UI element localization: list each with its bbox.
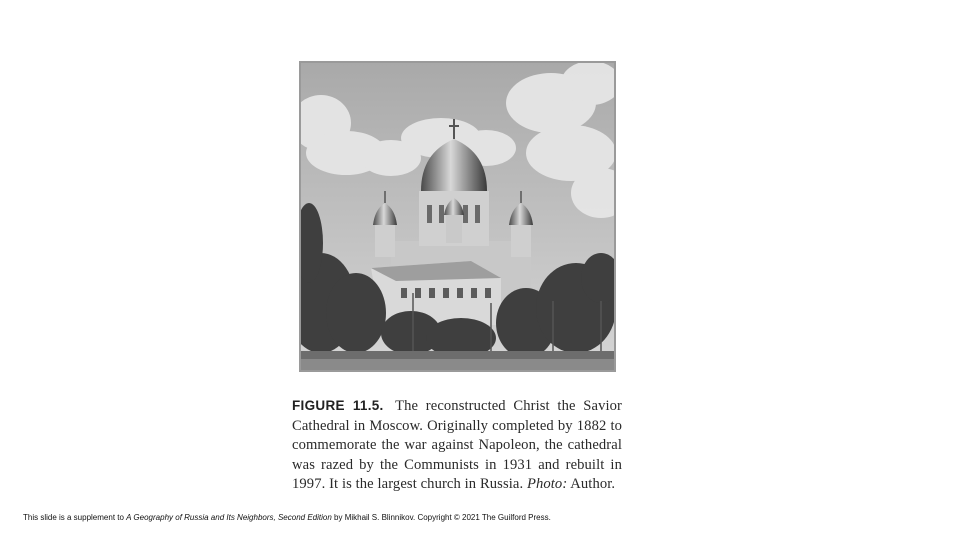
cathedral-photo	[299, 61, 616, 372]
footer-prefix: This slide is a supplement to	[23, 513, 124, 522]
footer-book-title: A Geography of Russia and Its Neighbors, Second Edition	[126, 513, 332, 522]
photo-credit-label: Photo:	[526, 476, 568, 492]
copyright-footer	[23, 513, 551, 522]
cathedral-photo-drawing	[301, 63, 614, 370]
figure-caption	[292, 396, 622, 495]
caption-text: The reconstructed Christ the Savior Cathedral in Moscow. Originally completed by 1882 to commemorate the war against Napoleon, the cathedral was razed by the Communists in 1931 and rebuilt in 1997. It is the largest church in Russia.	[292, 398, 622, 492]
figure-label: FIGURE 11.5.	[292, 398, 384, 413]
photo-credit: Author.	[570, 476, 616, 492]
footer-suffix: by Mikhail S. Blinnikov. Copyright © 2021 The Guilford Press.	[334, 513, 551, 522]
